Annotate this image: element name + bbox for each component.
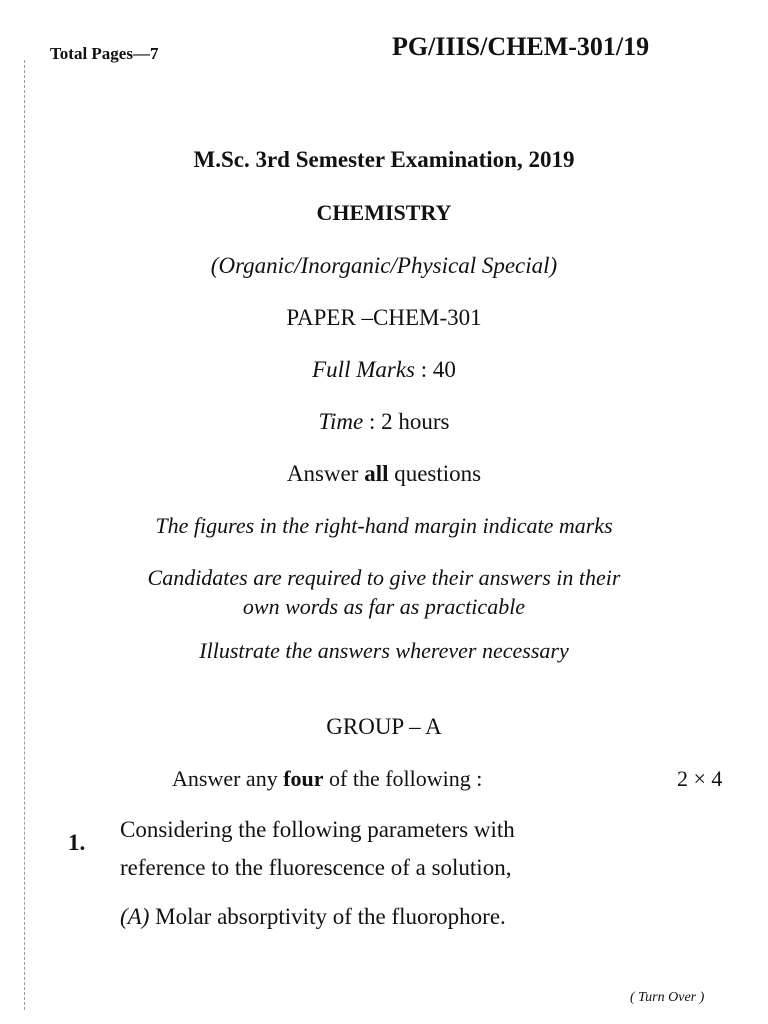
marks-instruction: The figures in the right-hand margin indicate marks xyxy=(155,513,613,538)
exam-title: M.Sc. 3rd Semester Examination, 2019 xyxy=(193,147,575,172)
answer-all-prefix: Answer xyxy=(286,461,365,486)
full-marks xyxy=(0,357,768,383)
answer-all-bold: all xyxy=(364,461,389,486)
time-allowed xyxy=(0,409,768,435)
total-pages: Total Pages—7 xyxy=(50,44,159,63)
question-text-line-2: reference to the fluorescence of a solution, xyxy=(120,855,512,880)
answer-all-suffix: questions xyxy=(388,461,482,486)
group-instruction-prefix: Answer any xyxy=(172,766,284,791)
group-instruction-bold: four xyxy=(283,766,324,791)
full-marks-label: Full Marks xyxy=(312,357,415,382)
group-instruction xyxy=(172,766,482,792)
question-option-a xyxy=(120,904,506,930)
turn-over: ( Turn Over ) xyxy=(630,990,705,1005)
subject-title: CHEMISTRY xyxy=(316,200,452,225)
full-marks-value: : 40 xyxy=(420,357,456,382)
time-value: : 2 hours xyxy=(368,409,450,434)
option-label: (A) xyxy=(120,904,150,929)
group-heading: GROUP – A xyxy=(326,714,442,739)
group-instruction-suffix: of the following : xyxy=(323,766,483,791)
illustrate-instruction: Illustrate the answers wherever necessary xyxy=(199,638,569,663)
paper-code: PG/IIIS/CHEM-301/19 xyxy=(392,32,650,61)
candidates-instruction-2: own words as far as practicable xyxy=(242,594,526,619)
answer-all-instruction xyxy=(0,461,768,487)
question-number: 1. xyxy=(68,830,86,855)
specialization: (Organic/Inorganic/Physical Special) xyxy=(210,253,558,278)
question-text-line-1: Considering the following parameters with xyxy=(120,817,515,842)
group-marks: 2 × 4 xyxy=(677,766,723,791)
time-label: Time xyxy=(318,409,364,434)
paper-code-title: PAPER –CHEM-301 xyxy=(286,305,482,330)
candidates-instruction-1: Candidates are required to give their answers in their xyxy=(147,565,621,590)
option-text: Molar absorptivity of the fluorophore. xyxy=(155,904,506,929)
